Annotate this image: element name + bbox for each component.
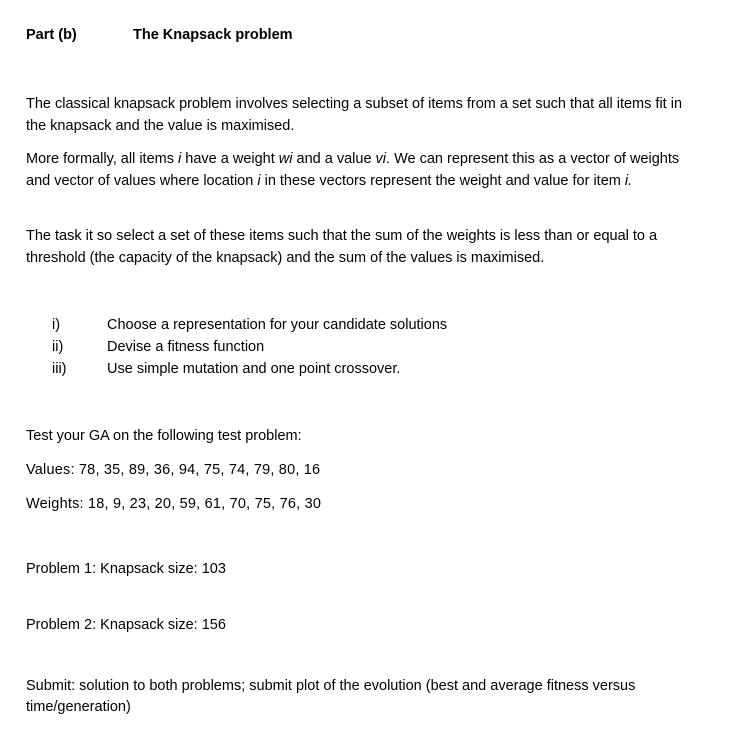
list-item <box>26 358 526 380</box>
task-paragraph: The task it so select a set of these items such that the sum of the weights is less than or equal to a threshold (the capacity of the knapsack) and the sum of the values is maximised. <box>26 228 658 266</box>
submit-instructions: Submit: solution to both problems; submit plot of the evolution (best and average fitness versus time/generation) <box>26 678 636 715</box>
weights-line: Weights: 18, 9, 23, 20, 59, 61, 70, 75, 76, 30 <box>26 496 322 512</box>
list-number: iii) <box>52 361 67 377</box>
problem-1: Problem 1: Knapsack size: 103 <box>26 561 226 577</box>
intro-paragraph: The classical knapsack problem involves selecting a subset of items from a set such that all items fit in the knapsack and the value is maximised. <box>26 96 683 134</box>
test-intro: Test your GA on the following test problem: <box>26 428 302 444</box>
list-text: Devise a fitness function <box>107 339 265 355</box>
list-text: Use simple mutation and one point crossover. <box>107 361 401 377</box>
formal-definition-paragraph: More formally, all items i have a weight wi and a value vi. We can represent this as a vector of weights and vector of values where location i in these vectors represent the weight and value for item i. <box>26 151 680 189</box>
task-list <box>26 314 526 380</box>
list-item <box>26 336 526 358</box>
list-number: ii) <box>52 339 64 355</box>
part-label: Part (b) <box>26 27 77 43</box>
list-text: Choose a representation for your candidate solutions <box>107 317 448 333</box>
values-line: Values: 78, 35, 89, 36, 94, 75, 74, 79, 80, 16 <box>26 462 321 478</box>
problem-2: Problem 2: Knapsack size: 156 <box>26 617 226 633</box>
list-item <box>26 314 526 336</box>
list-number: i) <box>52 317 61 333</box>
section-title: The Knapsack problem <box>133 27 293 43</box>
